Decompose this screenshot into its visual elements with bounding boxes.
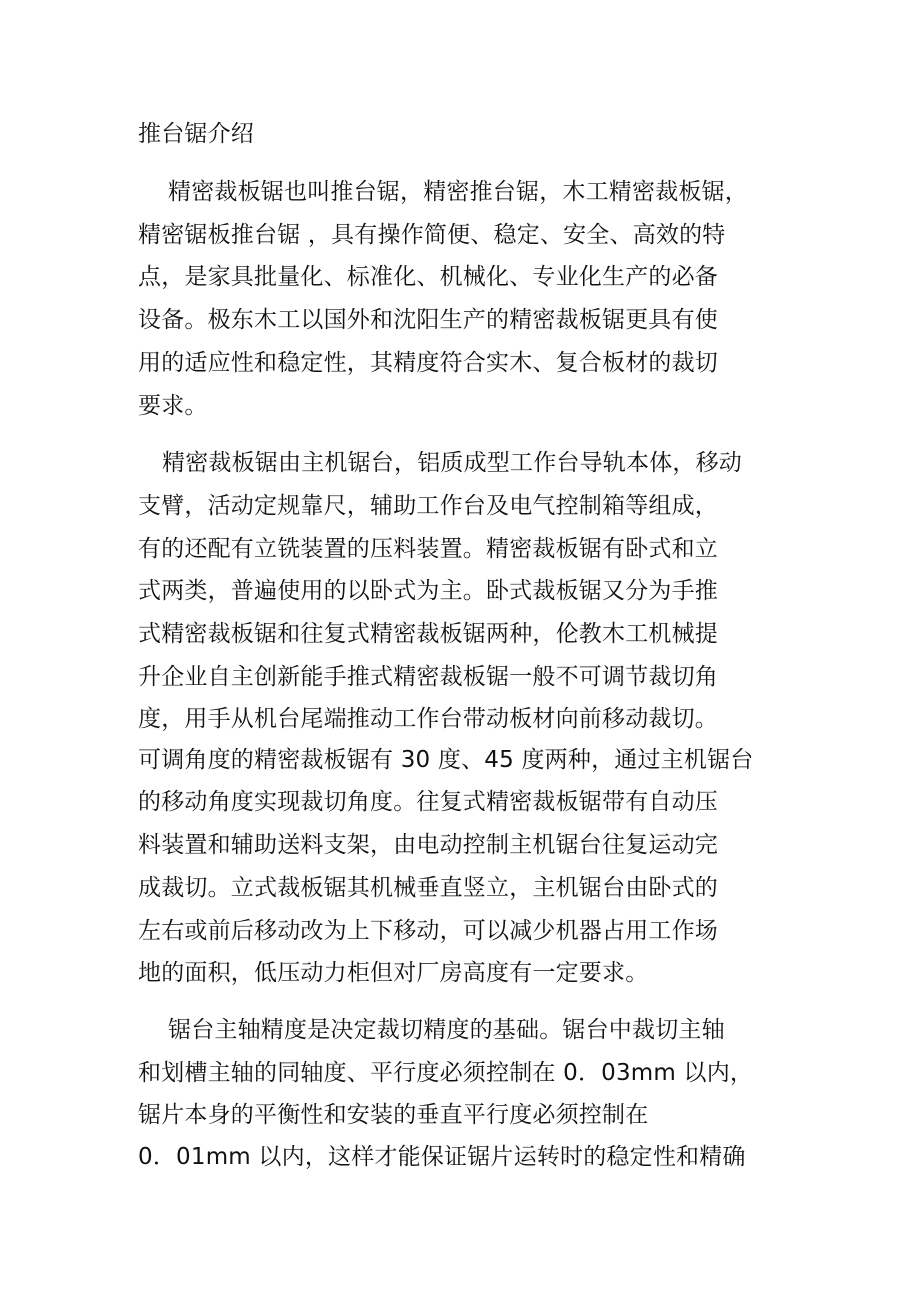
paragraph-1-line-1: 精密裁板锯也叫推台锯，精密推台锯，木工精密裁板锯，: [168, 179, 748, 205]
paragraph-3-line-2: 和划槽主轴的同轴度、平行度必须控制在 0．03mm 以内，: [138, 1060, 754, 1086]
paragraph-2-line-7: 度，用手从机台尾端推动工作台带动板材向前移动裁切。: [138, 706, 718, 732]
paragraph-2-line-5: 式精密裁板锯和往复式精密裁板锯两种，伦教木工机械提: [138, 621, 718, 647]
paragraph-1-line-2: 精密锯板推台锯 ，具有操作简便、稳定、安全、高效的特: [138, 222, 726, 248]
document-title: 推台锯介绍: [138, 121, 254, 147]
paragraph-2-line-11: 成裁切。立式裁板锯其机械垂直竖立，主机锯台由卧式的: [138, 875, 718, 901]
paragraph-2-line-12: 左右或前后移动改为上下移动，可以减少机器占用工作场: [138, 918, 718, 944]
paragraph-2-line-13: 地的面积，低压动力柜但对厂房高度有一定要求。: [138, 960, 649, 986]
paragraph-2-line-4: 式两类，普遍使用的以卧式为主。卧式裁板锯又分为手推: [138, 578, 718, 604]
paragraph-3-line-1: 锯台主轴精度是决定裁切精度的基础。锯台中裁切主轴: [168, 1017, 725, 1043]
paragraph-1-line-3: 点，是家具批量化、标准化、机械化、专业化生产的必备: [138, 264, 718, 290]
paragraph-2-line-3: 有的还配有立铣装置的压料装置。精密裁板锯有卧式和立: [138, 536, 718, 562]
paragraph-2-line-10: 料装置和辅助送料支架，由电动控制主机锯台往复运动完: [138, 832, 718, 858]
paragraph-2-line-8: 可调角度的精密裁板锯有 30 度、45 度两种，通过主机锯台: [138, 747, 754, 773]
paragraph-2-line-9: 的移动角度实现裁切角度。往复式精密裁板锯带有自动压: [138, 789, 718, 815]
paragraph-2-line-6: 升企业自主创新能手推式精密裁板锯一般不可调节裁切角: [138, 664, 718, 690]
paragraph-3-line-3: 锯片本身的平衡性和安装的垂直平行度必须控制在: [138, 1102, 649, 1128]
paragraph-1-line-5: 用的适应性和稳定性，其精度符合实木、复合板材的裁切: [138, 350, 718, 376]
paragraph-1-line-6: 要求。: [138, 393, 208, 419]
paragraph-2-line-1: 精密裁板锯由主机锯台，铝质成型工作台导轨本体，移动: [162, 450, 742, 476]
paragraph-3-line-4: 0．01mm 以内，这样才能保证锯片运转时的稳定性和精确: [138, 1144, 746, 1170]
paragraph-2-line-2: 支臂，活动定规靠尺，辅助工作台及电气控制箱等组成，: [138, 493, 718, 519]
paragraph-1-line-4: 设备。极东木工以国外和沈阳生产的精密裁板锯更具有使: [138, 307, 718, 333]
